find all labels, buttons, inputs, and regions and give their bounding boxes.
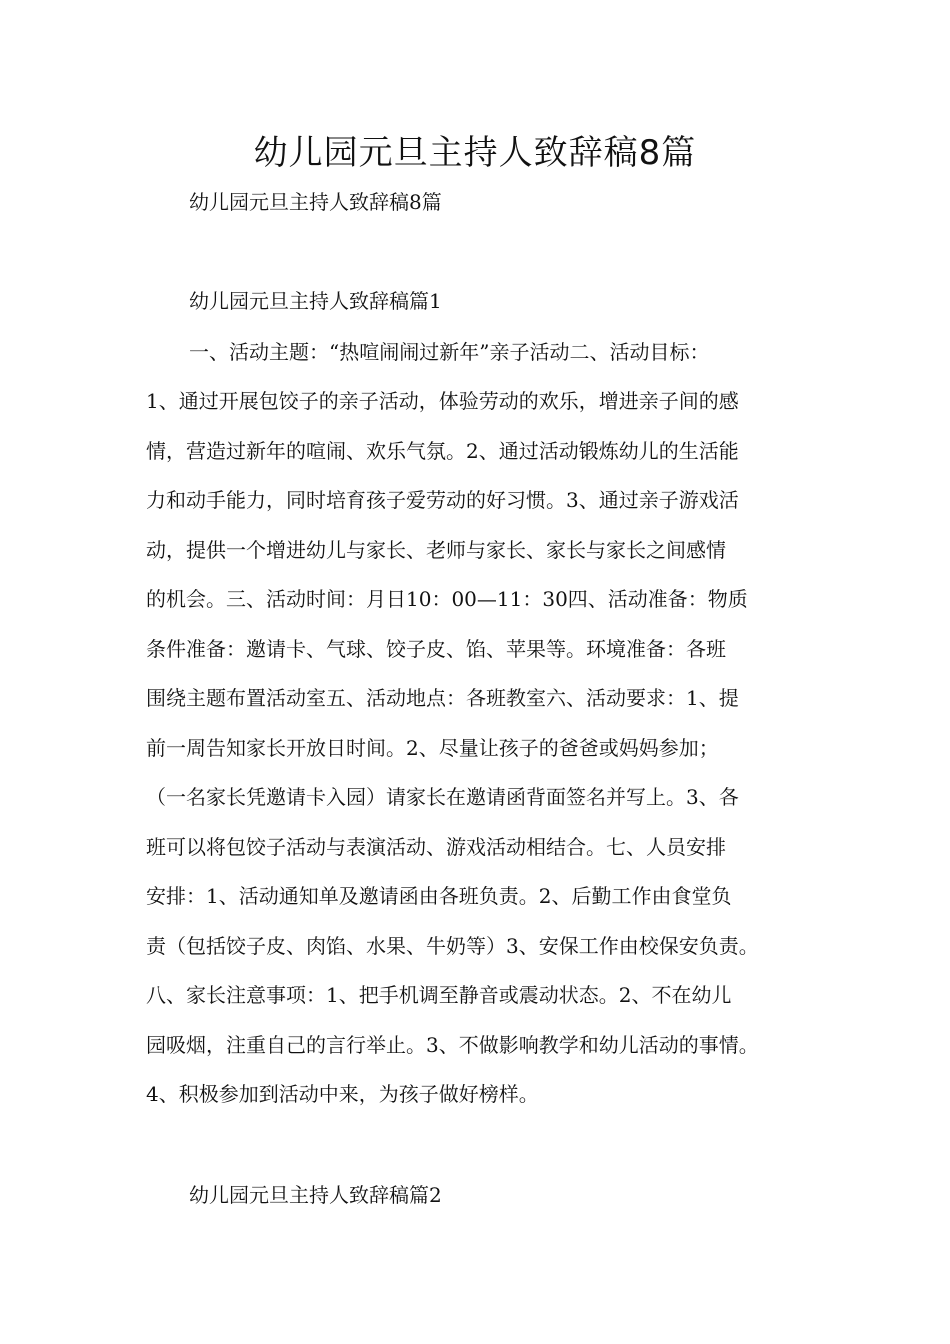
section-heading-1: 幼儿园元旦主持人致辞稿篇1 bbox=[189, 289, 442, 313]
paragraph-line: 动，提供一个增进幼儿与家长、老师与家长、家长与家长之间感情 bbox=[146, 538, 726, 562]
paragraph-line: 安排：1、活动通知单及邀请函由各班负责。2、后勤工作由食堂负 bbox=[146, 884, 732, 908]
paragraph-line: 八、家长注意事项：1、把手机调至静音或震动状态。2、不在幼儿 bbox=[146, 983, 732, 1007]
paragraph-line: 的机会。三、活动时间：月日10：00—11：30四、活动准备：物质 bbox=[146, 587, 748, 611]
section-heading-2: 幼儿园元旦主持人致辞稿篇2 bbox=[189, 1183, 442, 1207]
paragraph-line: 责（包括饺子皮、肉馅、水果、牛奶等）3、安保工作由校保安负责。 bbox=[146, 934, 759, 958]
paragraph-line: 情，营造过新年的喧闹、欢乐气氛。2、通过活动锻炼幼儿的生活能 bbox=[146, 439, 739, 463]
paragraph-line: 园吸烟，注重自己的言行举止。3、不做影响教学和幼儿活动的事情。 bbox=[146, 1033, 759, 1057]
paragraph-line: 4、积极参加到活动中来，为孩子做好榜样。 bbox=[146, 1082, 539, 1106]
document-title: 幼儿园元旦主持人致辞稿8篇 bbox=[253, 133, 697, 173]
paragraph-line: 力和动手能力，同时培育孩子爱劳动的好习惯。3、通过亲子游戏活 bbox=[146, 488, 739, 512]
paragraph-line: 条件准备：邀请卡、气球、饺子皮、馅、苹果等。环境准备：各班 bbox=[146, 637, 726, 661]
paragraph-line: 围绕主题布置活动室五、活动地点：各班教室六、活动要求：1、提 bbox=[146, 686, 739, 710]
paragraph-line: 一、活动主题：“热喧闹闹过新年”亲子活动二、活动目标： bbox=[189, 340, 710, 364]
paragraph-line: 班可以将包饺子活动与表演活动、游戏活动相结合。七、人员安排 bbox=[146, 835, 726, 859]
document-subtitle: 幼儿园元旦主持人致辞稿8篇 bbox=[189, 190, 442, 214]
paragraph-line: （一名家长凭邀请卡入园）请家长在邀请函背面签名并写上。3、各 bbox=[146, 785, 739, 809]
paragraph-line: 前一周告知家长开放日时间。2、尽量让孩子的爸爸或妈妈参加； bbox=[146, 736, 719, 760]
paragraph-line: 1、通过开展包饺子的亲子活动，体验劳动的欢乐，增进亲子间的感 bbox=[146, 389, 739, 413]
